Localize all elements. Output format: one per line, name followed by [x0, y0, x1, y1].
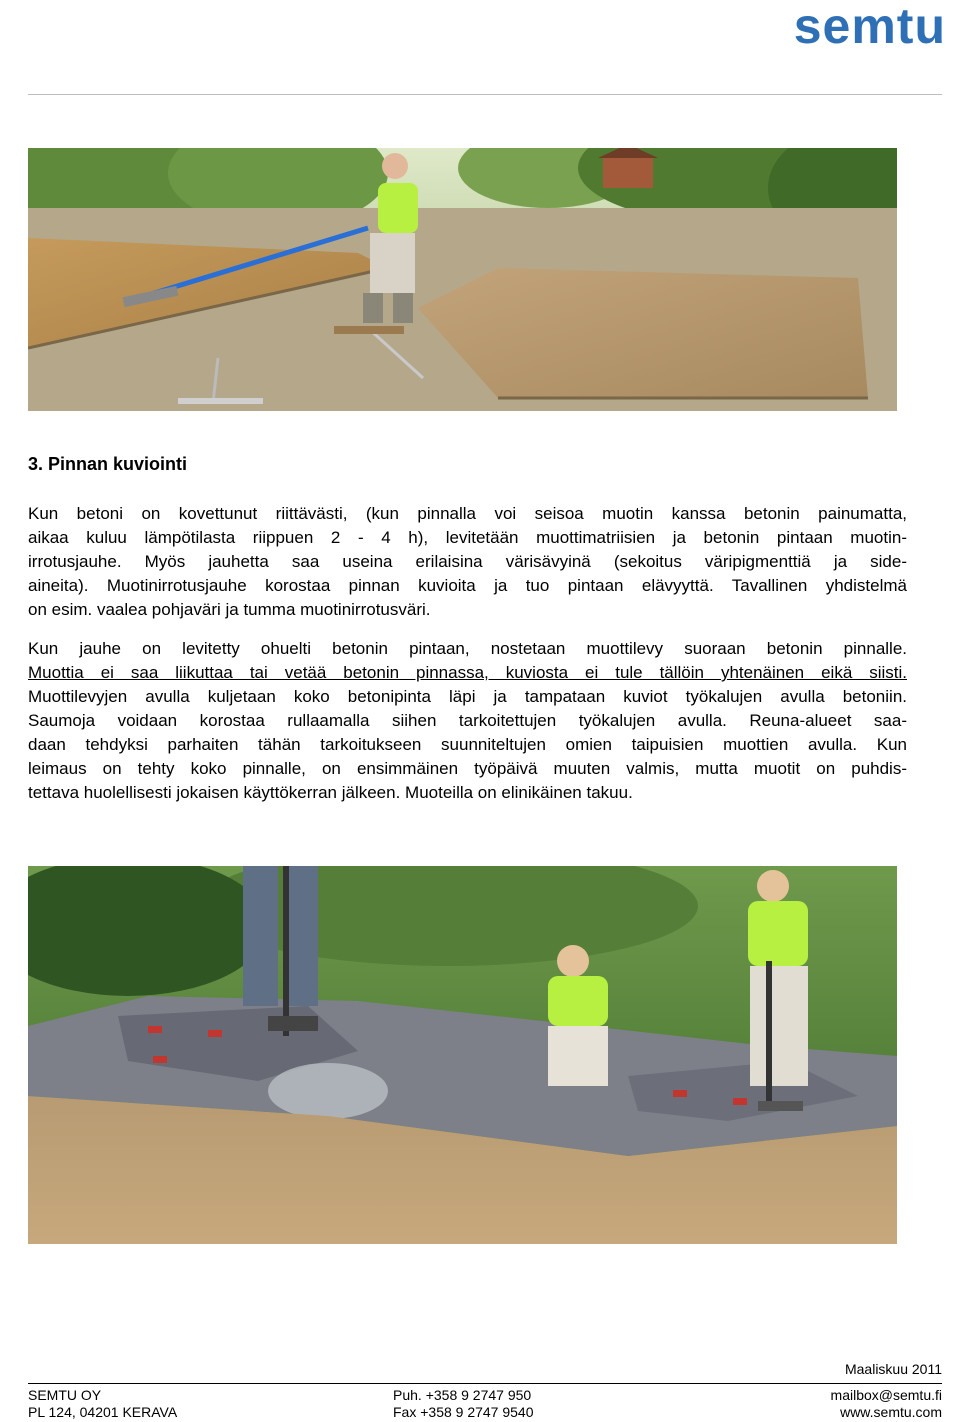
text-line: irrotusjauhe. Myös jauhetta saa useina erilaisina värisävyinä (sekoitus väripigmenttiä ja side-: [28, 552, 907, 571]
photo-leveling-concrete: [28, 148, 897, 411]
paragraph-powder: [28, 502, 907, 622]
footer-contact-block: [831, 1387, 942, 1421]
footer-address: PL 124, 04201 KERAVA: [28, 1404, 178, 1420]
text-line: Kun jauhe on levitetty ohuelti betonin pintaan, nostetaan muottilevy suoraan betonin pinnalle.: [28, 639, 907, 658]
text-line: Saumoja voidaan korostaa rullaamalla siihen tarkoitettujen työkalujen avulla. Reuna-alueet saa-: [28, 711, 907, 730]
section-heading: 3. Pinnan kuviointi: [28, 454, 188, 474]
text-line: tettava huolellisesti jokaisen käyttökerran jälkeen. Muoteilla on elinikäinen takuu.: [28, 783, 633, 802]
text-line: daan tehdyksi parhaiten tähän tarkoitukseen suunniteltujen omien taipuisien muottien avulla. Kun: [28, 735, 907, 754]
footer-company: SEMTU OY: [28, 1387, 102, 1403]
footer-company-block: [28, 1387, 177, 1421]
photo-stamping-concrete: [28, 866, 897, 1244]
text-line: aikaa kuluu lämpötilasta riippuen 2 - 4 h), levitetään muottimatriisien ja betonin pintaan muotin-: [28, 528, 907, 547]
semtu-logo: semtu: [793, 0, 946, 54]
text-line: on esim. vaalea pohjaväri ja tumma muotinirrotusväri.: [28, 600, 431, 619]
footer-divider: [28, 1383, 942, 1384]
warning-line: Muottia ei saa liikuttaa tai vetää betonin pinnassa, kuviosta ei tule tällöin yhtenäinen eikä siisti.: [28, 663, 907, 682]
footer-fax: Fax +358 9 2747 9540: [393, 1404, 534, 1420]
text-line: aineita). Muotinirrotusjauhe korostaa pinnan kuvioita ja tuo pintaan elävyyttä. Tavallinen yhdistelmä: [28, 576, 907, 595]
footer-email[interactable]: mailbox@semtu.fi: [830, 1387, 942, 1403]
header-divider: [28, 94, 942, 95]
footer-phone: Puh. +358 9 2747 950: [393, 1387, 532, 1403]
footer-phone-block: [393, 1387, 534, 1421]
text-line: Muottilevyjen avulla kuljetaan koko betonipinta läpi ja tampataan kuviot työkalujen avulla betoniin.: [28, 687, 907, 706]
paragraph-stamping: [28, 637, 907, 805]
footer-date: Maaliskuu 2011: [844, 1361, 942, 1377]
text-line: leimaus on tehty koko pinnalle, on ensimmäinen työpäivä muuten valmis, mutta muotit on puhdis-: [28, 759, 907, 778]
text-line: Kun betoni on kovettunut riittävästi, (kun pinnalla voi seisoa muotin kanssa betonin painumatta,: [28, 504, 907, 523]
footer-web[interactable]: www.semtu.com: [840, 1404, 942, 1420]
